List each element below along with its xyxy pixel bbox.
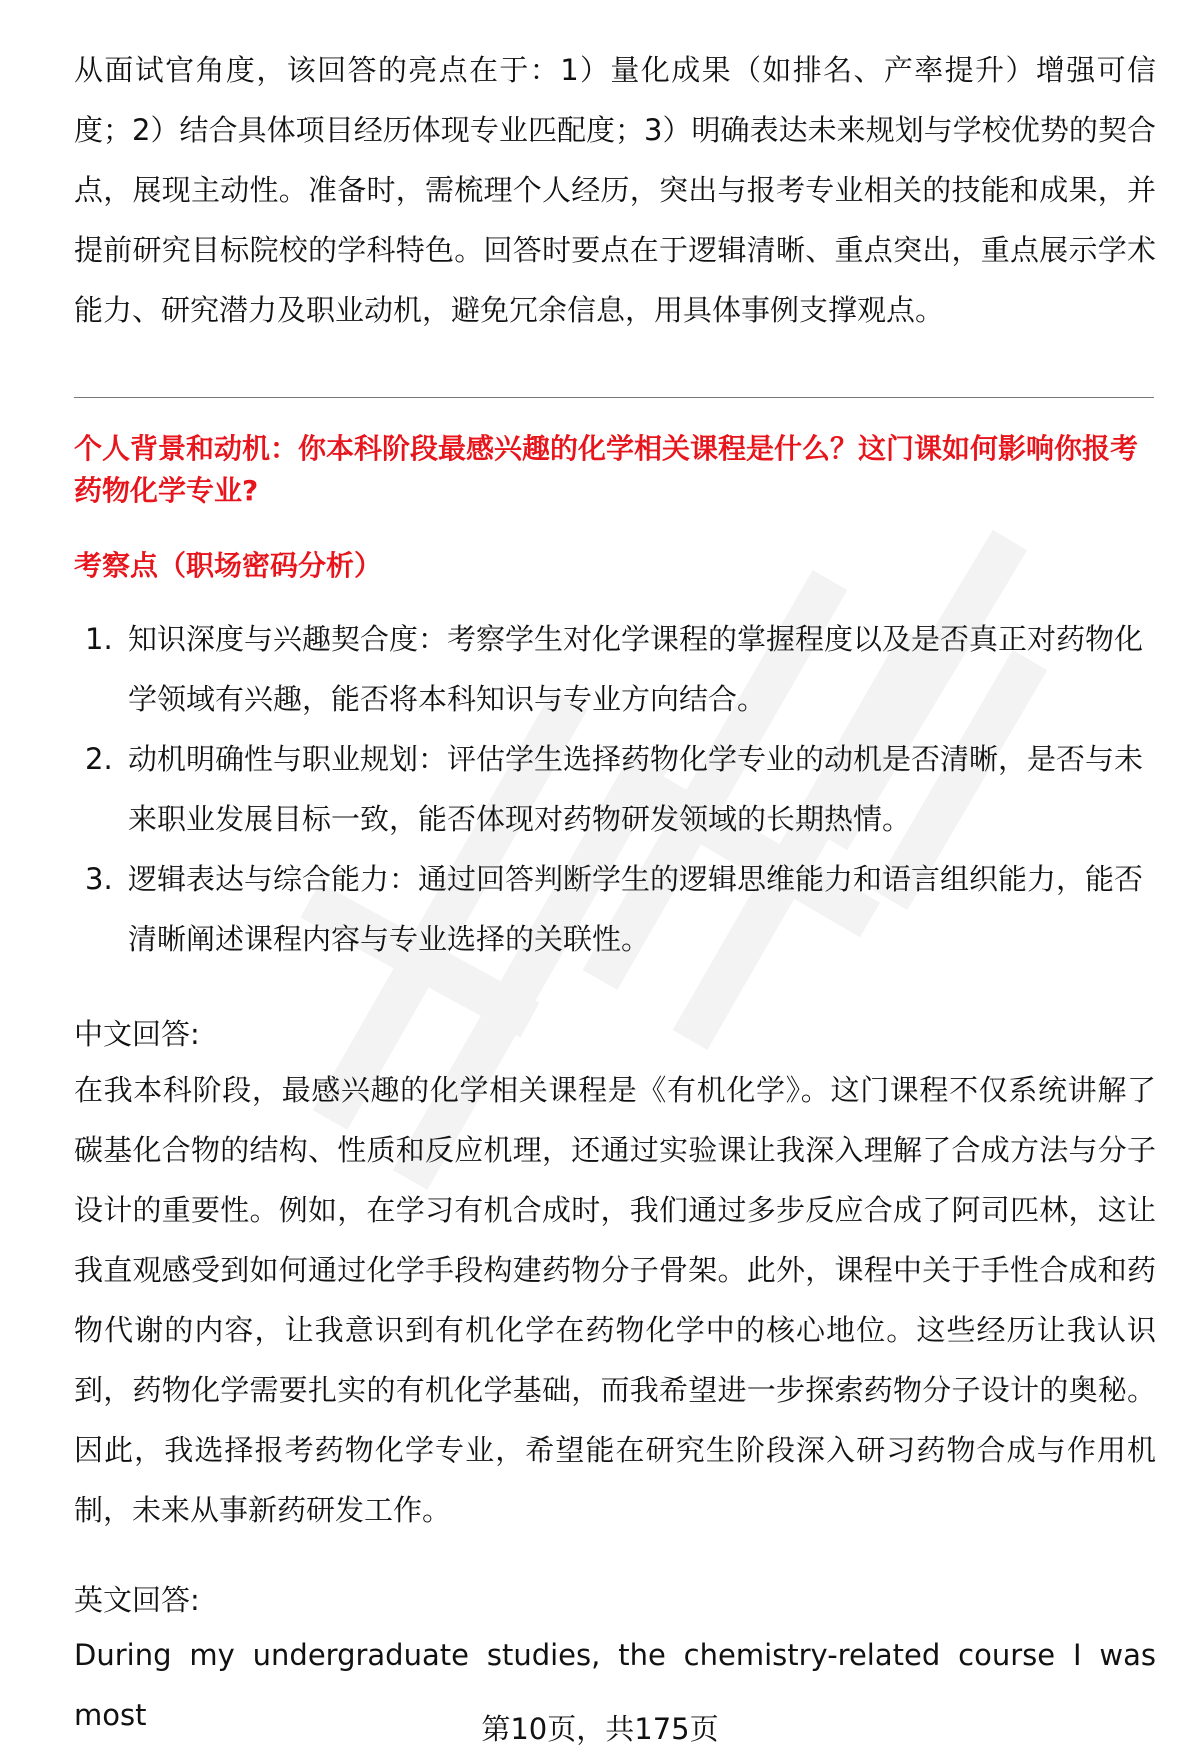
- list-number: 3.: [85, 862, 113, 896]
- list-number: 1.: [85, 622, 113, 656]
- list-item: [74, 729, 1156, 849]
- list-text: 动机明确性与职业规划：评估学生选择药物化学专业的动机是否清晰，是否与未来职业发展目标一致，能否体现对药物研发领域的长期热情。: [128, 742, 1144, 836]
- intro-paragraph: 从面试官角度，该回答的亮点在于：1）量化成果（如排名、产率提升）增强可信度；2）结合具体项目经历体现专业匹配度；3）明确表达未来规划与学校优势的契合点，展现主动性。准备时，需梳理个人经历，突出与报考专业相关的技能和成果，并提前研究目标院校的学科特色。回答时要点在于逻辑清晰、重点突出，重点展示学术能力、研究潜力及职业动机，避免冗余信息，用具体事例支撑观点。: [74, 53, 1156, 327]
- page-footer: 第10页，共175页: [481, 1712, 719, 1746]
- list-text: 知识深度与兴趣契合度：考察学生对化学课程的掌握程度以及是否真正对药物化学领域有兴趣，能否将本科知识与专业方向结合。: [128, 622, 1144, 716]
- section-divider: [74, 397, 1154, 398]
- list-item: [74, 849, 1156, 969]
- list-text: 逻辑表达与综合能力：通过回答判断学生的逻辑思维能力和语言组织能力，能否清晰阐述课程内容与专业选择的关联性。: [128, 862, 1144, 956]
- kaocha-heading: 考察点（职场密码分析）: [74, 549, 383, 582]
- chinese-answer-section: [74, 1060, 1156, 1540]
- chinese-answer-text: 在我本科阶段，最感兴趣的化学相关课程是《有机化学》。这门课程不仅系统讲解了碳基化合物的结构、性质和反应机理，还通过实验课让我深入理解了合成方法与分子设计的重要性。例如，在学习有机合成时，我们通过多步反应合成了阿司匹林，这让我直观感受到如何通过化学手段构建药物分子骨架。此外，课程中关于手性合成和药物代谢的内容，让我意识到有机化学在药物化学中的核心地位。这些经历让我认识到，药物化学需要扎实的有机化学基础，而我希望进一步探索药物分子设计的奥秘。因此，我选择报考药物化学专业，希望能在研究生阶段深入研习药物合成与作用机制，未来从事新药研发工作。: [74, 1073, 1156, 1527]
- intro-section: [74, 40, 1156, 340]
- question-heading: 个人背景和动机：你本科阶段最感兴趣的化学相关课程是什么？这门课如何影响你报考药物化学专业?: [74, 432, 1139, 507]
- english-answer-text: During my undergraduate studies, the chemistry-related course I was most: [74, 1638, 1156, 1732]
- chinese-answer-label: 中文回答:: [74, 1017, 200, 1051]
- list-item: [74, 609, 1156, 729]
- english-answer-label: 英文回答:: [74, 1583, 200, 1617]
- list-number: 2.: [85, 742, 113, 776]
- kaocha-points-list: [74, 609, 1156, 969]
